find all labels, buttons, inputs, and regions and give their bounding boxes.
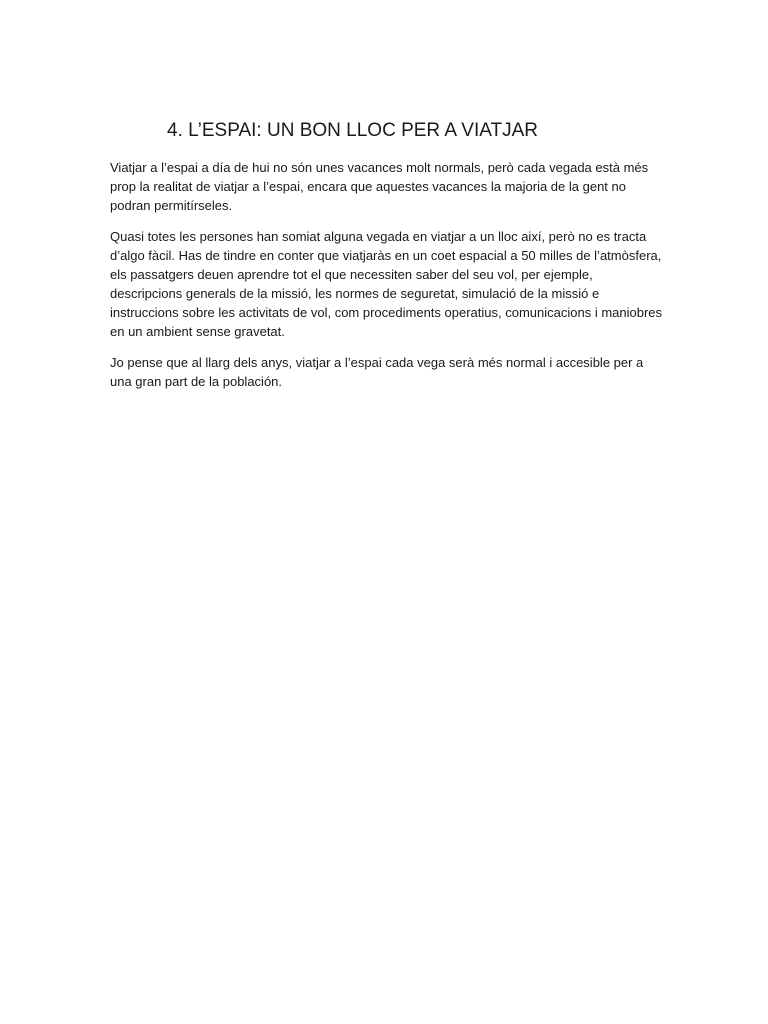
page-title: 4. L’ESPAI: UN BON LLOC PER A VIATJAR (167, 120, 538, 141)
paragraph-1: Viatjar a l’espai a día de hui no són unes vacances molt normals, però cada vegada està més prop la realitat de viatjar a l’espai, encara que aquestes vacances la majoria de la gent no podran permitírseles. (110, 160, 649, 213)
document-body (110, 158, 666, 403)
paragraph-2: Quasi totes les persones han somiat alguna vegada en viatjar a un lloc així, però no es tracta d’algo fàcil. Has de tindre en conter que viatjaràs en un coet espacial a 50 milles de l’atmòsfera, els passatgers deuen aprendre tot el que necessiten saber del seu vol, per ejemple, descripcions generals de la missió, les normes de seguretat, simulació de la missió e instruccions sobre les activitats de vol, com procediments operatius, comunicacions i maniobres en un ambient sense gravetat. (110, 229, 663, 339)
paragraph-3: Jo pense que al llarg dels anys, viatjar a l’espai cada vega serà més normal i accesible per a una gran part de la población. (110, 355, 644, 389)
